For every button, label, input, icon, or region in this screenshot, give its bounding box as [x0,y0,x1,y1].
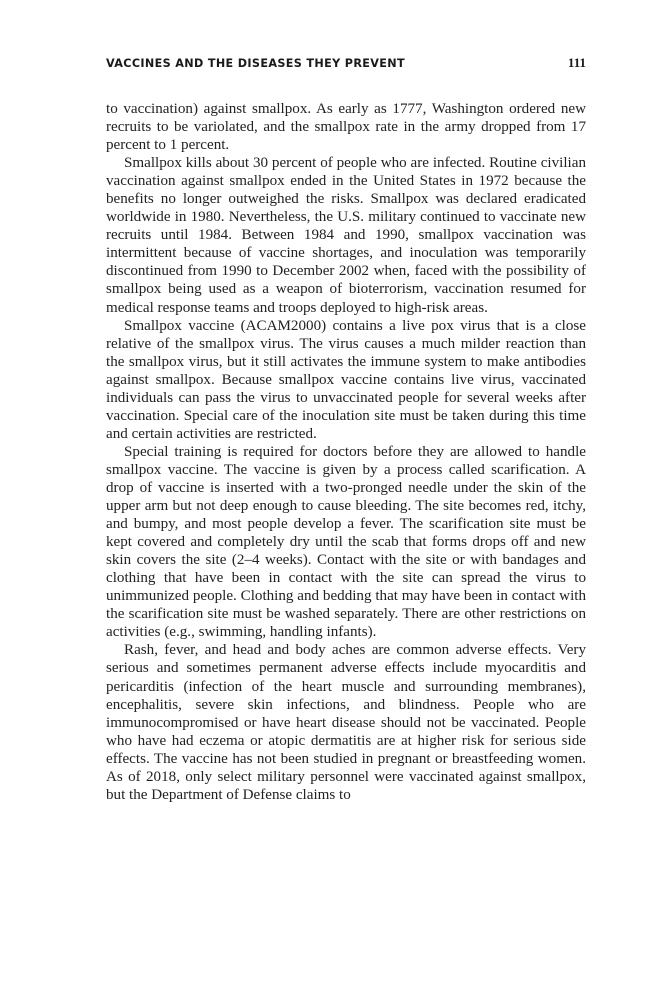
paragraph: Smallpox kills about 30 percent of people who are infected. Routine civilian vaccination against smallpox ended in the United States in 1972 because the benefits no longer outweighed the risks. Smallpox was declared eradicated worldwide in 1980. Nevertheless, the U.S. military continued to vaccinate new recruits until 1984. Between 1984 and 1990, smallpox vaccination was intermittent because of vaccine shortages, and inoculation was temporarily discontinued from 1990 to December 2002 when, faced with the possibility of smallpox being used as a weapon of bioterrorism, vaccination resumed for medical response teams and troops deployed to high-risk areas. [106,155,586,316]
running-title: VACCINES AND THE DISEASES THEY PREVENT [106,57,405,70]
paragraph: Smallpox vaccine (ACAM2000) contains a live pox virus that is a close relative of the smallpox virus. The virus causes a much milder reaction than the smallpox virus, but it still activates the immune system to make antibodies against smallpox. Because smallpox vaccine contains live virus, vaccinated individuals can pass the virus to unvaccinated people for several weeks after vaccination. Special care of the inoculation site must be taken during this time and certain activities are restricted. [106,317,586,442]
paragraph-continued: to vaccination) against smallpox. As early as 1777, Washington ordered new recruits to be variolated, and the smallpox rate in the army dropped from 17 percent to 1 percent. [106,101,586,154]
paragraph: Special training is required for doctors before they are allowed to handle smallpox vaccine. The vaccine is given by a process called scarification. A drop of vaccine is inserted with a two-pronged needle under the skin of the upper arm but not deep enough to cause bleeding. The site becomes red, itchy, and bumpy, and most people develop a fever. The scarification site must be kept covered and completely dry until the scab that forms drops off and new skin covers the site (2–4 weeks). Contact with the site or with bandages and clothing that have been in contact with the site can spread the virus to unimmunized people. Clothing and bedding that may have been in contact with the scarification site must be washed separately. There are other restrictions on activities (e.g., swimming, handling infants). [106,443,586,641]
page-number: 111 [567,55,586,70]
paragraph: Rash, fever, and head and body aches are common adverse effects. Very serious and sometimes permanent adverse effects include myocarditis and pericarditis (infection of the heart muscle and surrounding membranes), encephalitis, severe skin infections, and blindness. People who are immunocompromised or have heart disease should not be vaccinated. People who have had eczema or atopic dermatitis are at higher risk for serious side effects. The vaccine has not been studied in pregnant or breastfeeding women. As of 2018, only select military personnel were vaccinated against smallpox, but the Department of Defense claims to [106,642,586,803]
body-text [106,100,586,804]
running-head [106,55,586,71]
